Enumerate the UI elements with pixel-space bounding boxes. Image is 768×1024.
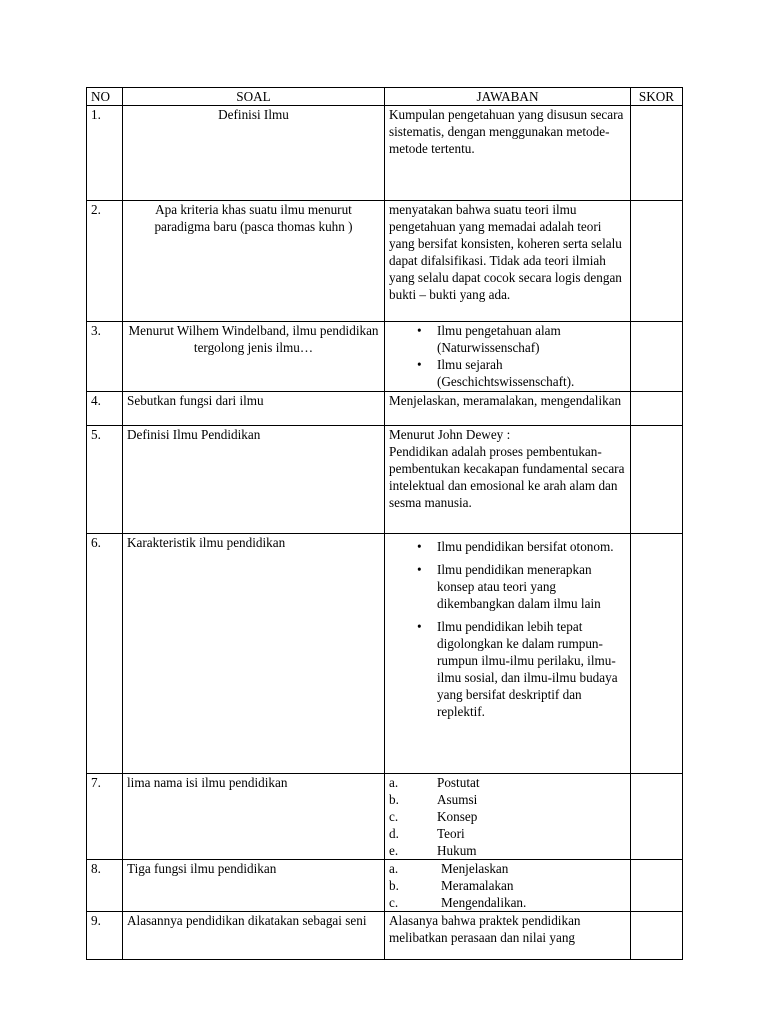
answer-cell: Menjelaskan, meramalakan, mengendalikan <box>385 392 631 426</box>
table-row <box>87 322 683 392</box>
list-text: Asumsi <box>437 792 478 807</box>
row-number: 6. <box>87 534 123 774</box>
table-row <box>87 912 683 960</box>
list-marker: b. <box>389 878 399 893</box>
list-text: Postutat <box>437 775 480 790</box>
header-jawaban: JAWABAN <box>385 88 631 106</box>
list-text: Meramalakan <box>441 878 514 893</box>
list-text: Hukum <box>437 843 477 858</box>
score-cell <box>631 106 683 201</box>
list-item: • Ilmu pendidikan menerapkan konsep atau teori yang dikembangkan dalam ilmu lain <box>437 561 626 618</box>
row-number: 9. <box>87 912 123 960</box>
list-marker: a. <box>389 861 399 876</box>
list-text: Konsep <box>437 809 478 824</box>
answer-bullet-list <box>389 322 626 390</box>
header-soal: SOAL <box>123 88 385 106</box>
list-item <box>389 774 626 791</box>
answer-lettered-list <box>389 774 626 859</box>
question-answer-table <box>86 87 683 960</box>
list-item <box>389 842 626 859</box>
header-skor: SKOR <box>631 88 683 106</box>
row-number: 3. <box>87 322 123 392</box>
list-item <box>389 808 626 825</box>
list-text: Teori <box>437 826 465 841</box>
answer-lettered-list <box>389 860 626 911</box>
answer-cell: menyatakan bahwa suatu teori ilmu pengetahuan yang memadai adalah teori yang bersifat konsisten, koheren serta selalu dapat difalsifikasi. Tidak ada teori ilmiah yang selalu dapat cocok secara logis dengan bukti – bukti yang ada. <box>385 201 631 322</box>
row-number: 7. <box>87 774 123 860</box>
question-cell: Karakteristik ilmu pendidikan <box>123 534 385 774</box>
table-row <box>87 774 683 860</box>
list-marker: e. <box>389 843 399 858</box>
score-cell <box>631 426 683 534</box>
list-item <box>389 860 626 877</box>
table-row <box>87 860 683 912</box>
answer-cell: Kumpulan pengetahuan yang disusun secara sistematis, dengan menggunakan metode-metode tertentu. <box>385 106 631 201</box>
answer-cell <box>385 534 631 774</box>
list-text: Mengendalikan. <box>441 895 527 910</box>
score-cell <box>631 774 683 860</box>
answer-cell <box>385 774 631 860</box>
answer-cell <box>385 426 631 534</box>
score-cell <box>631 322 683 392</box>
list-item: • Ilmu pendidikan bersifat otonom. <box>437 538 626 561</box>
list-marker: d. <box>389 826 399 841</box>
list-item <box>389 877 626 894</box>
score-cell <box>631 201 683 322</box>
list-marker: a. <box>389 775 399 790</box>
table-header-row <box>87 88 683 106</box>
answer-text: Pendidikan adalah proses pembentukan-pembentukan kecakapan fundamental secara intelektual dan emosional ke arah alam dan sesma manusia. <box>389 444 625 510</box>
list-marker: c. <box>389 809 399 824</box>
table-row <box>87 426 683 534</box>
score-cell <box>631 534 683 774</box>
answer-bullet-list <box>389 538 626 720</box>
answer-cell: Alasanya bahwa praktek pendidikan melibatkan perasaan dan nilai yang <box>385 912 631 960</box>
header-no: NO <box>87 88 123 106</box>
row-number: 5. <box>87 426 123 534</box>
row-number: 4. <box>87 392 123 426</box>
row-number: 1. <box>87 106 123 201</box>
list-item <box>389 894 626 911</box>
score-cell <box>631 860 683 912</box>
list-marker: c. <box>389 895 399 910</box>
list-text: Menjelaskan <box>441 861 509 876</box>
question-cell: Definisi Ilmu <box>123 106 385 201</box>
score-cell <box>631 392 683 426</box>
list-marker: b. <box>389 792 399 807</box>
question-cell: Tiga fungsi ilmu pendidikan <box>123 860 385 912</box>
list-item <box>389 791 626 808</box>
table-row <box>87 201 683 322</box>
answer-cell <box>385 860 631 912</box>
question-cell: lima nama isi ilmu pendidikan <box>123 774 385 860</box>
question-cell: Apa kriteria khas suatu ilmu menurut paradigma baru (pasca thomas kuhn ) <box>123 201 385 322</box>
list-item <box>389 825 626 842</box>
question-cell: Alasannya pendidikan dikatakan sebagai seni <box>123 912 385 960</box>
row-number: 8. <box>87 860 123 912</box>
question-cell: Menurut Wilhem Windelband, ilmu pendidikan tergolong jenis ilmu… <box>123 322 385 392</box>
list-item: • Ilmu sejarah (Geschichtswissenschaft). <box>437 356 626 390</box>
table-row <box>87 106 683 201</box>
table-row <box>87 392 683 426</box>
question-cell: Definisi Ilmu Pendidikan <box>123 426 385 534</box>
row-number: 2. <box>87 201 123 322</box>
list-item: • Ilmu pengetahuan alam (Naturwissenschaf) <box>437 322 626 356</box>
answer-lead: Menurut John Dewey : <box>389 427 511 442</box>
score-cell <box>631 912 683 960</box>
table-row <box>87 534 683 774</box>
answer-cell <box>385 322 631 392</box>
question-cell: Sebutkan fungsi dari ilmu <box>123 392 385 426</box>
list-item: • Ilmu pendidikan lebih tepat digolongkan ke dalam rumpun-rumpun ilmu-ilmu perilaku, ilmu-ilmu sosial, dan ilmu-ilmu budaya yang bersifat deskriptif dan replektif. <box>437 618 626 720</box>
